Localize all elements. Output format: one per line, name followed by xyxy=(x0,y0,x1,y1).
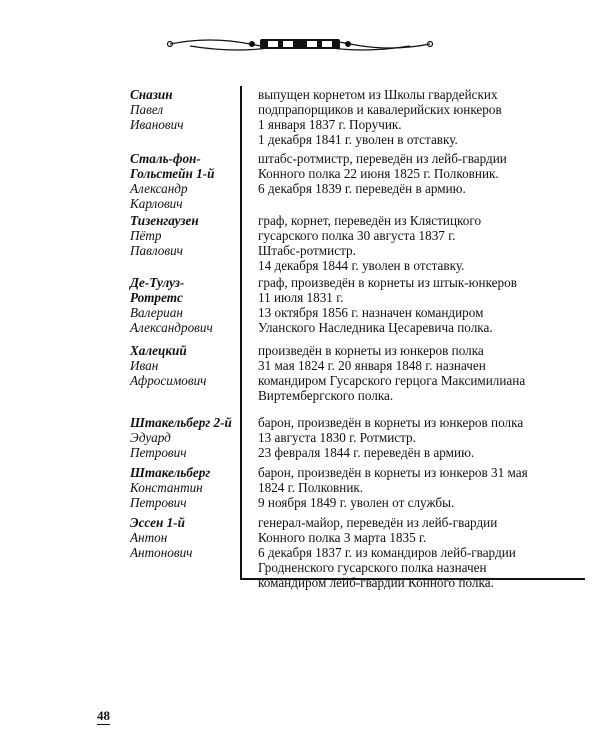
entry-text xyxy=(258,343,588,415)
entry-patronymic: Александрович xyxy=(130,320,213,335)
entry-given-name: Антон xyxy=(130,530,168,545)
entry-text xyxy=(258,515,588,595)
entry-name xyxy=(130,465,242,515)
entry-text-line: Конного полка 22 июня 1825 г. Полковник. xyxy=(258,166,499,181)
entry xyxy=(130,515,590,595)
entry-given-name: Константин xyxy=(130,480,203,495)
entry-text-line: 1 января 1837 г. Поручик. xyxy=(258,117,402,132)
entry-text-line: выпущен корнетом из Школы гвардейских xyxy=(258,87,498,102)
entry-text-line: Штабс-ротмистр. xyxy=(258,243,356,258)
entry-patronymic: Павлович xyxy=(130,243,183,258)
entry-text-line: Конного полка 3 марта 1835 г. xyxy=(258,530,427,545)
entry-text xyxy=(258,213,588,275)
entry xyxy=(130,415,590,465)
entry-text xyxy=(258,275,588,343)
header-ornament xyxy=(150,24,450,64)
entry-text-line: 23 февраля 1844 г. переведён в армию. xyxy=(258,445,475,460)
entry-text xyxy=(258,151,588,213)
entry-text-line: 13 августа 1830 г. Ротмистр. xyxy=(258,430,416,445)
entry-surname: Сназин xyxy=(130,87,173,102)
entry-text xyxy=(258,87,588,151)
entry-surname: Эссен 1-й xyxy=(130,515,185,530)
entries-list xyxy=(130,87,590,595)
entry-given-name: Александр xyxy=(130,181,188,196)
entry-text-line: граф, произведён в корнеты из штык-юнкеров xyxy=(258,275,517,290)
entry-text-line: Виртембергского полка. xyxy=(258,388,394,403)
entry-given-name: Эдуард xyxy=(130,430,171,445)
entry-name xyxy=(130,151,242,213)
entry-text-line: штабс-ротмистр, переведён из лейб-гвардии xyxy=(258,151,507,166)
entry-surname: Гольстейн 1-й xyxy=(130,166,215,181)
entry-name xyxy=(130,415,242,465)
entry-name xyxy=(130,515,242,595)
entry-text-line: 31 мая 1824 г. 20 января 1848 г. назначен xyxy=(258,358,486,373)
entry xyxy=(130,151,590,213)
entry-patronymic: Иванович xyxy=(130,117,184,132)
entry xyxy=(130,87,590,151)
entry xyxy=(130,275,590,343)
entry-surname: Ротретс xyxy=(130,290,183,305)
entry xyxy=(130,213,590,275)
entry-text-line: 13 октября 1856 г. назначен командиром xyxy=(258,305,484,320)
entry-text-line: 9 ноября 1849 г. уволен от службы. xyxy=(258,495,455,510)
entry-surname: Тизенгаузен xyxy=(130,213,199,228)
entry-text-line: граф, корнет, переведён из Клястицкого xyxy=(258,213,482,228)
page-number: 48 xyxy=(97,708,110,723)
entry-text-line: 11 июля 1831 г. xyxy=(258,290,344,305)
entry-text-line: 6 декабря 1837 г. из командиров лейб-гвардии xyxy=(258,545,516,560)
entry-text-line: командиром лейб-гвардии Конного полка. xyxy=(258,575,494,590)
entry-text-line: барон, произведён в корнеты из юнкеров 31 мая xyxy=(258,465,528,480)
entry-given-name: Иван xyxy=(130,358,159,373)
entry-patronymic: Петрович xyxy=(130,495,187,510)
entry-name xyxy=(130,87,242,151)
entry-text xyxy=(258,465,588,515)
entry-name xyxy=(130,275,242,343)
entry-patronymic: Карлович xyxy=(130,196,183,211)
entry-patronymic: Афросимович xyxy=(130,373,207,388)
entry-given-name: Пётр xyxy=(130,228,162,243)
entry-surname: Сталь-фон- xyxy=(130,151,201,166)
entry-text-line: 1824 г. Полковник. xyxy=(258,480,364,495)
entry-surname: Де-Тулуз- xyxy=(130,275,185,290)
entry-surname: Халецкий xyxy=(130,343,187,358)
entry-text-line: Уланского Наследника Цесаревича полка. xyxy=(258,320,493,335)
entry-text-line: командиром Гусарского герцога Максимилиана xyxy=(258,373,526,388)
entry-text-line: гусарского полка 30 августа 1837 г. xyxy=(258,228,456,243)
entry-given-name: Павел xyxy=(130,102,164,117)
entry-text-line: 14 декабря 1844 г. уволен в отставку. xyxy=(258,258,465,273)
entry-text-line: произведён в корнеты из юнкеров полка xyxy=(258,343,484,358)
entry-surname: Штакельберг 2-й xyxy=(130,415,232,430)
entry-text xyxy=(258,415,588,465)
entry xyxy=(130,343,590,415)
entry-text-line: генерал-майор, переведён из лейб-гвардии xyxy=(258,515,498,530)
entry-patronymic: Антонович xyxy=(130,545,193,560)
entry-name xyxy=(130,213,242,275)
entry xyxy=(130,465,590,515)
entry-surname: Штакельберг xyxy=(130,465,211,480)
entry-text-line: 1 декабря 1841 г. уволен в отставку. xyxy=(258,132,458,147)
entry-text-line: 6 декабря 1839 г. переведён в армию. xyxy=(258,181,466,196)
entry-given-name: Валериан xyxy=(130,305,183,320)
entry-patronymic: Петрович xyxy=(130,445,187,460)
entry-text-line: Гродненского гусарского полка назначен xyxy=(258,560,487,575)
entry-text-line: барон, произведён в корнеты из юнкеров полка xyxy=(258,415,524,430)
entry-text-line: подпрапорщиков и кавалерийских юнкеров xyxy=(258,102,502,117)
entry-name xyxy=(130,343,242,415)
